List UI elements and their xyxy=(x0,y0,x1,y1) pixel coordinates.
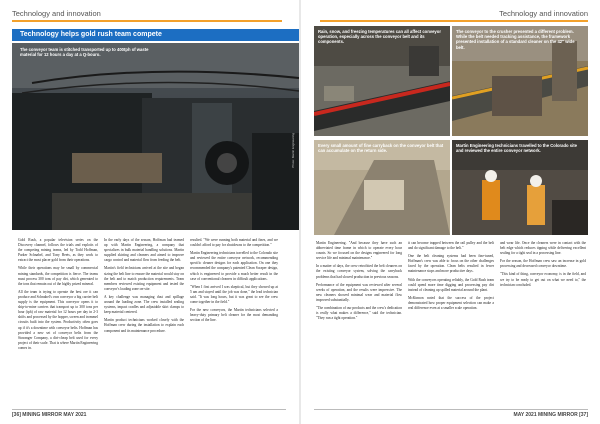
photo-caption: Rain, snow, and freezing temperatures can all affect conveyor operation, especially across the conveyor belt and its components. xyxy=(318,29,441,45)
paragraph: and wear life. Once the cleaners were in contact with the belt edge which reduces tipping while delivering excellent sealing for a tight seal in a processing line. xyxy=(500,241,586,256)
paragraph: For the season, the Hoffman crew saw an increase in gold processing and decreased conveyor downtime. xyxy=(500,259,586,269)
paragraph: In a matter of days, the crew retrofitted the belt cleaners on the existing conveyor system, solving the carryback problems that had slowed production in previous seasons. xyxy=(316,264,402,279)
paragraph: Martin's field technicians arrived at the site and began sizing the belt line to ensure the material would stay on the belt and to match production requirements. Team members reviewed existing equipment and tested the conveyor's loading zone on-site. xyxy=(104,266,184,291)
article-column-2 xyxy=(408,241,494,314)
header-rule xyxy=(320,20,588,22)
paragraph: One the belt cleaning systems had been fine-tuned, Hoffman's crew was able to focus on the other challenges faced by the operation. Clean belts resulted in fewer maintenance stops and more productive days. xyxy=(408,254,494,274)
paragraph: "This kind of thing, conveyor economy, is in the field, and we try to be ready to get out on what we need to," the technician concluded. xyxy=(500,272,586,287)
paragraph: McKinnon noted that the success of the project demonstrated how proper equipment selection can make a real difference even at a smaller scale operation. xyxy=(408,295,494,311)
photo-carryback-image xyxy=(314,140,450,235)
article-column-3 xyxy=(500,241,586,291)
photo-conveyor-snow xyxy=(314,26,450,136)
article-column-1 xyxy=(18,238,98,354)
paragraph: "The combination of our products and the crew's dedication is really what makes a difference," said the technician. "They run a tight operation." xyxy=(316,306,402,321)
paragraph: "When I first arrived I was skeptical, but they showed up at 5 am and stayed until the job was done," the lead technician said. "It was long hours, but it was great to see the crew come together in the field." xyxy=(190,284,278,305)
footer-rule xyxy=(12,409,286,410)
hero-photo-image xyxy=(12,43,299,230)
header-rule xyxy=(12,20,282,22)
paragraph: Martin Engineering. "And because they have such an abbreviated time frame in which to operate every hour counts. So we focused on the designs engineered for long service life and minimal maintenance." xyxy=(316,241,402,261)
paragraph: Martin product technicians worked closely with the Hoffman crew during the installation to explain each component and its maintenance procedure. xyxy=(104,318,184,333)
section-label: Technology and innovation xyxy=(12,9,101,18)
right-page xyxy=(300,0,600,424)
paragraph: For the new conveyors, the Martin technicians selected a heavy-duty primary belt cleaner for the most demanding section of the line. xyxy=(190,308,278,323)
paragraph: Gold Rush, a popular television series on the Discovery channel, follows the trials and exploits of the competing mining teams, led by Todd Hoffman, Parker Schnabel, and Tony Beets, as they work to extract the most placer gold from their operations. xyxy=(18,238,98,263)
article-column-1 xyxy=(316,241,402,324)
page-footer: MAY 2021 MINING MIRROR [37] xyxy=(513,412,588,418)
photo-carryback xyxy=(314,140,450,235)
paragraph: In the early days of the season, Hoffman had teamed up with Martin Engineering, a company that specializes in bulk material handling solutions. Martin supplied skirting and cleaners and aimed to improve cargo control and material flow from feeding the belt. xyxy=(104,238,184,263)
paragraph: Performance of the equipment was reviewed after several weeks of operation, and the results were impressive. The new cleaners showed minimal wear and material flow improved substantially. xyxy=(316,282,402,302)
paragraph: All the team is trying to operate the best ore it can produce and Schnabel's own conveyor a big carrier belt supply is the equipment. This conveyor opens it to ship-to-mine carriers that transport up to 300 tons per hour (tph) of raw material for 12 hours per day in 2-3 shifts and processed by the hopper, screen and trommel circuits built into the system. Productivity often goes up if it's a downtime with conveyor belts. Hoffman has provided a new set of conveyor belts from the Stavanger Company, a dirt-cheap belt used for every project of their scale. That is where Martin Engineering comes in. xyxy=(18,289,98,350)
hero-photo xyxy=(12,43,299,230)
article-column-3 xyxy=(190,238,278,326)
photo-caption: Martin Engineering technicians travelled to the Colorado site and reviewed the entire conveyor network. xyxy=(456,143,577,154)
paragraph: A key challenge was managing dust and spillage around the loading zone. The crew installed sealing systems, impact cradles and adjustable skirt clamps to keep material centered. xyxy=(104,294,184,315)
footer-rule xyxy=(314,409,588,410)
hero-photo-caption: The conveyor team is stitched transported up to 400tph of waste material for 12 hours a day at a Q-bouro. xyxy=(20,47,149,58)
paragraph: resulted. "We were running both material and fines, and we couldn't afford to pay for shutdowns to the competition." xyxy=(190,238,278,248)
paragraph: While their operations may be small by commercial mining standards, the competition is fierce. The teams must process 300 tons of pay dirt, which generated to the tons that remain out of the highly prized mineral. xyxy=(18,266,98,286)
photo-technicians xyxy=(452,140,588,235)
paragraph: Martin Engineering technicians travelled to the Colorado site and reviewed the entire conveyor network, recommending specific cleaner designs for each application. On one they recommended the company's patented Clean Scraper design, which is engineered to provide a much better result in the case of conventional cleaners in difficult applications. xyxy=(190,251,278,281)
page-footer: [36] MINING MIRROR MAY 2021 xyxy=(12,412,87,418)
article-title-banner: Technology helps gold rush team compete xyxy=(12,29,299,41)
section-label: Technology and innovation xyxy=(499,9,588,18)
article-column-2 xyxy=(104,238,184,337)
photo-caption: The conveyor to the crusher presented a different problem. While the belt needed tracking assistance, the framework presented installation of a standard cleaner on the 42" wide belt. xyxy=(456,29,575,50)
paragraph: With the conveyors operating reliably, the Gold Rush team could spend more time digging and processing pay dirt instead of cleaning up spilled material around the plant. xyxy=(408,277,494,292)
photo-crusher-conveyor xyxy=(452,26,588,136)
photo-technicians-image xyxy=(452,140,588,235)
paragraph: it can become trapped between the rail pulley and the belt and do significant damage to the belt." xyxy=(408,241,494,251)
photo-caption: Every small amount of fine carryback on the conveyor belt that can accumulate on the return side. xyxy=(318,143,444,154)
photo-credit: Photo: Martin Engineering xyxy=(291,133,295,168)
